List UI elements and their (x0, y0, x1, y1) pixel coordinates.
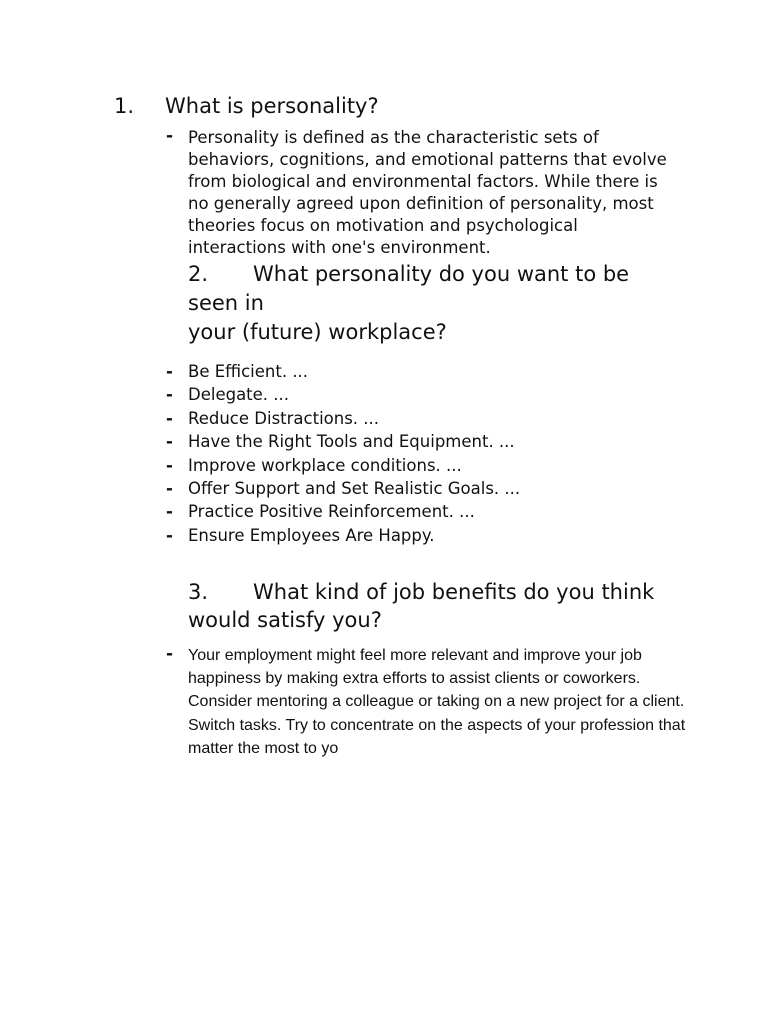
question-3-number: 3. (188, 580, 209, 604)
answer-1-paragraph: Personality is defined as the characteristic sets of behaviors, cognitions, and emotional patterns that evolve from biological and environmental factors. While there is no generally agreed upon definition of personality, most theories focus on motivation and psychological interactions with one's environment. (188, 128, 667, 257)
question-1-heading (114, 92, 379, 120)
question-2-number: 2. (188, 262, 209, 286)
list-item-text: Offer Support and Set Realistic Goals. ... (188, 478, 521, 498)
list-item-text: Have the Right Tools and Equipment. ... (188, 432, 515, 452)
bullet-dash: - (166, 525, 173, 545)
list-item-text: Reduce Distractions. ... (188, 408, 380, 428)
bullet-dash: - (166, 362, 173, 381)
list-item-text: Improve workplace conditions. ... (188, 455, 462, 475)
list-item (166, 407, 520, 430)
bullet-dash: - (166, 408, 173, 428)
question-2-heading (188, 260, 678, 347)
list-item (166, 430, 520, 453)
question-2-text-line2: your (future) workplace? (188, 320, 447, 344)
list-item (166, 524, 520, 547)
list-item (166, 360, 520, 383)
list-item (166, 500, 520, 523)
bullet-dash: - (166, 502, 173, 522)
answer-3-paragraph: Your employment might feel more relevant and improve your job happiness by making extra efforts to assist clients or coworkers. Consider mentoring a colleague or taking on a new project for a client. Switch tasks. Try to concentrate on the aspects of your profession that matter the most to yo (188, 647, 686, 757)
bullet-dash: - (166, 478, 173, 498)
list-item (166, 454, 520, 477)
list-item-text: Practice Positive Reinforcement. ... (188, 502, 475, 522)
question-3-heading (188, 578, 678, 634)
list-item (166, 383, 520, 406)
list-item (166, 477, 520, 500)
bullet-dash: - (166, 126, 174, 146)
bullet-dash: - (166, 432, 173, 452)
list-item-text: Ensure Employees Are Happy. (188, 525, 435, 545)
bullet-dash: - (166, 385, 173, 405)
bullet-dash: - (166, 455, 173, 475)
question-1-number: 1. (114, 94, 135, 118)
list-item-text: Be Efficient. ... (188, 362, 309, 381)
question-3-text: What kind of job benefits do you think would satisfy you? (188, 580, 655, 632)
answer-2-list (166, 360, 520, 547)
question-1-text: What is personality? (165, 94, 379, 118)
question-2-text-line1: What personality do you want to be seen in (188, 262, 630, 315)
list-item-text: Delegate. ... (188, 385, 290, 405)
bullet-dash: - (166, 644, 174, 664)
